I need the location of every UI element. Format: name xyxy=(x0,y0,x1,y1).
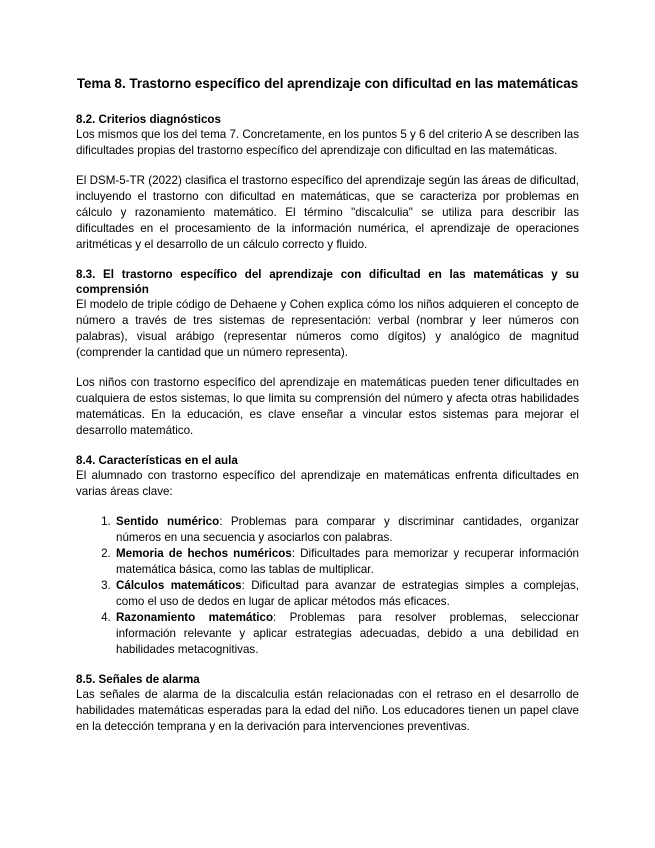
difficulties-list xyxy=(76,514,579,658)
list-item-term: Cálculos matemáticos xyxy=(116,579,242,592)
list-item-text: : Problemas para comparar y discriminar cantidades, organizar números en una secuencia y asociarlos con palabras. xyxy=(116,515,579,544)
list-item-text: : Dificultades para memorizar y recuperar información matemática básica, como las tablas de multiplicar. xyxy=(116,547,580,576)
section-heading: 8.3. El trastorno específico del aprendizaje con dificultad en las matemáticas y su comprensión xyxy=(76,268,579,296)
list-item-text: : Problemas para resolver problemas, seleccionar información relevante y aplicar estrategias adecuadas, debido a una debilidad en habilidades metacognitivas. xyxy=(116,611,579,656)
list-item-term: Memoria de hechos numéricos xyxy=(116,547,292,560)
section-criterios xyxy=(76,112,579,253)
paragraph: El DSM-5-TR (2022) clasifica el trastorno específico del aprendizaje según las áreas de dificultad, incluyendo el trastorno con dificultad en matemáticas, que se caracteriza por problemas en cálculo y razonamiento matemático. El término "discalculia" se utiliza para describir las dificultades en el procesamiento de la información numérica, el aprendizaje de operaciones aritméticas y el desarrollo de un cálculo correcto y fluido. xyxy=(76,174,579,251)
section-senales xyxy=(76,672,579,735)
paragraph: Las señales de alarma de la discalculia están relacionadas con el retraso en el desarrollo de habilidades matemáticas esperadas para la edad del niño. Los educadores tienen un papel clave en la detección temprana y en la derivación para intervenciones preventivas. xyxy=(76,688,579,733)
paragraph: El alumnado con trastorno específico del aprendizaje en matemáticas enfrenta dificultades en varias áreas clave: xyxy=(76,469,579,498)
paragraph: El modelo de triple código de Dehaene y Cohen explica cómo los niños adquieren el concepto de número a través de tres sistemas de representación: verbal (nombrar y leer números con palabras), visual arábigo (representar números como dígitos) y analógico de magnitud (comprender la cantidad que un número representa). xyxy=(76,298,579,359)
paragraph: Los niños con trastorno específico del aprendizaje en matemáticas pueden tener dificultades en cualquiera de estos sistemas, lo que limita su comprensión del número y afecta otras habilidades matemáticas. En la educación, es clave enseñar a vincular estos sistemas para mejorar el desarrollo matemático. xyxy=(76,376,579,437)
list-item-term: Razonamiento matemático xyxy=(116,611,274,624)
section-comprension xyxy=(76,267,579,439)
list-item xyxy=(114,546,579,578)
list-item xyxy=(114,578,579,610)
section-heading: 8.2. Criterios diagnósticos xyxy=(76,113,221,126)
paragraph: Los mismos que los del tema 7. Concretamente, en los puntos 5 y 6 del criterio A se describen las dificultades propias del trastorno específico del aprendizaje con dificultad en las matemáticas. xyxy=(76,128,579,157)
section-heading: 8.5. Señales de alarma xyxy=(76,673,200,686)
document-title: Tema 8. Trastorno específico del aprendizaje con dificultad en las matemáticas xyxy=(76,76,579,91)
list-item xyxy=(114,514,579,546)
section-caracteristicas xyxy=(76,453,579,658)
section-heading: 8.4. Características en el aula xyxy=(76,454,238,467)
list-item xyxy=(114,610,579,658)
list-item-text: : Dificultad para avanzar de estrategias simples a complejas, como el uso de dedos en lugar de aplicar métodos más eficaces. xyxy=(116,579,579,608)
list-item-term: Sentido numérico xyxy=(116,515,220,528)
